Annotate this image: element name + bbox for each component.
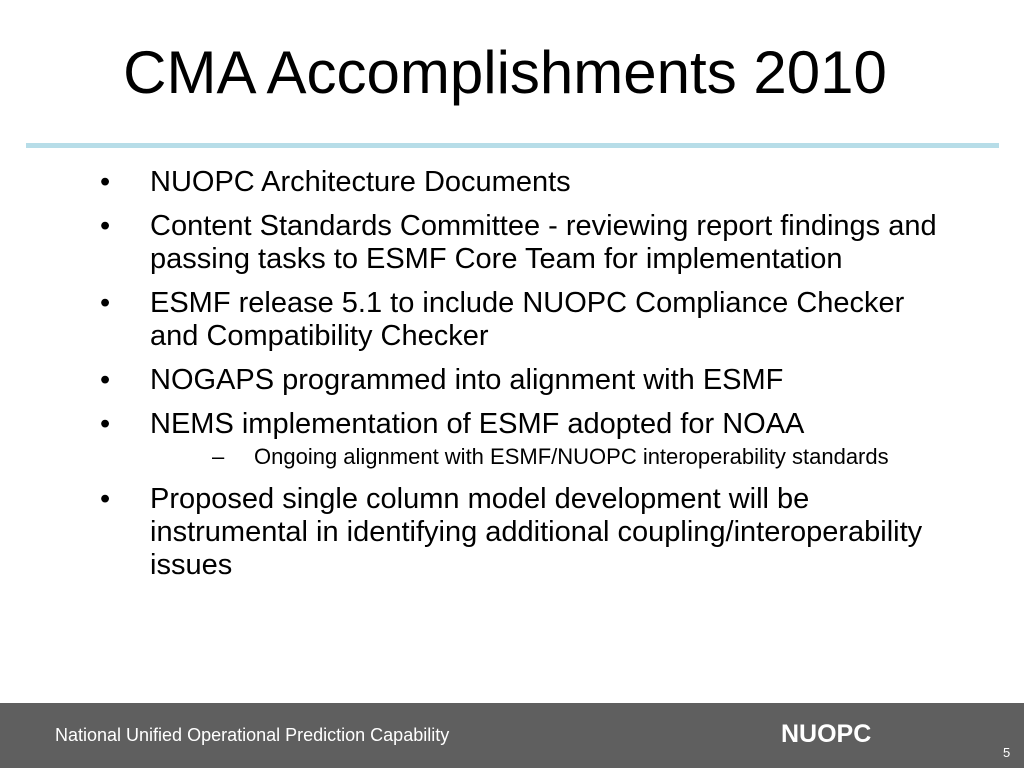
bullet-marker: • [100,408,111,440]
title-divider [26,143,999,148]
page-number: 5 [1003,745,1011,760]
bullet-text: NOGAPS programmed into alignment with ESMF [150,364,784,396]
bullet-item [100,364,950,397]
footer-bar [0,703,1024,768]
bullet-marker: • [100,287,111,319]
bullet-text: NEMS implementation of ESMF adopted for NOAA [150,408,805,440]
footer-brand-logo: NUOPC [781,720,872,748]
bullet-text: Content Standards Committee - reviewing report findings and passing tasks to ESMF Core Team for implementation [150,210,937,275]
bullet-list [100,166,950,593]
slide-title: CMA Accomplishments 2010 [123,39,887,106]
bullet-item [100,287,950,353]
bullet-text: ESMF release 5.1 to include NUOPC Compliance Checker and Compatibility Checker [150,287,905,352]
bullet-marker: • [100,364,111,396]
bullet-marker: • [100,483,111,515]
bullet-item [100,483,950,582]
bullet-item [100,210,950,276]
sub-bullet-marker: – [212,444,225,469]
bullet-item [100,408,950,441]
bullet-marker: • [100,210,111,242]
bullet-marker: • [100,166,111,198]
sub-bullet-item [100,444,950,470]
sub-bullet-text: Ongoing alignment with ESMF/NUOPC interoperability standards [254,444,889,469]
bullet-item [100,166,950,199]
bullet-text: NUOPC Architecture Documents [150,166,571,198]
footer-org-name: National Unified Operational Prediction Capability [55,725,450,745]
bullet-text: Proposed single column model development will be instrumental in identifying additional coupling/interoperability issues [150,483,923,581]
